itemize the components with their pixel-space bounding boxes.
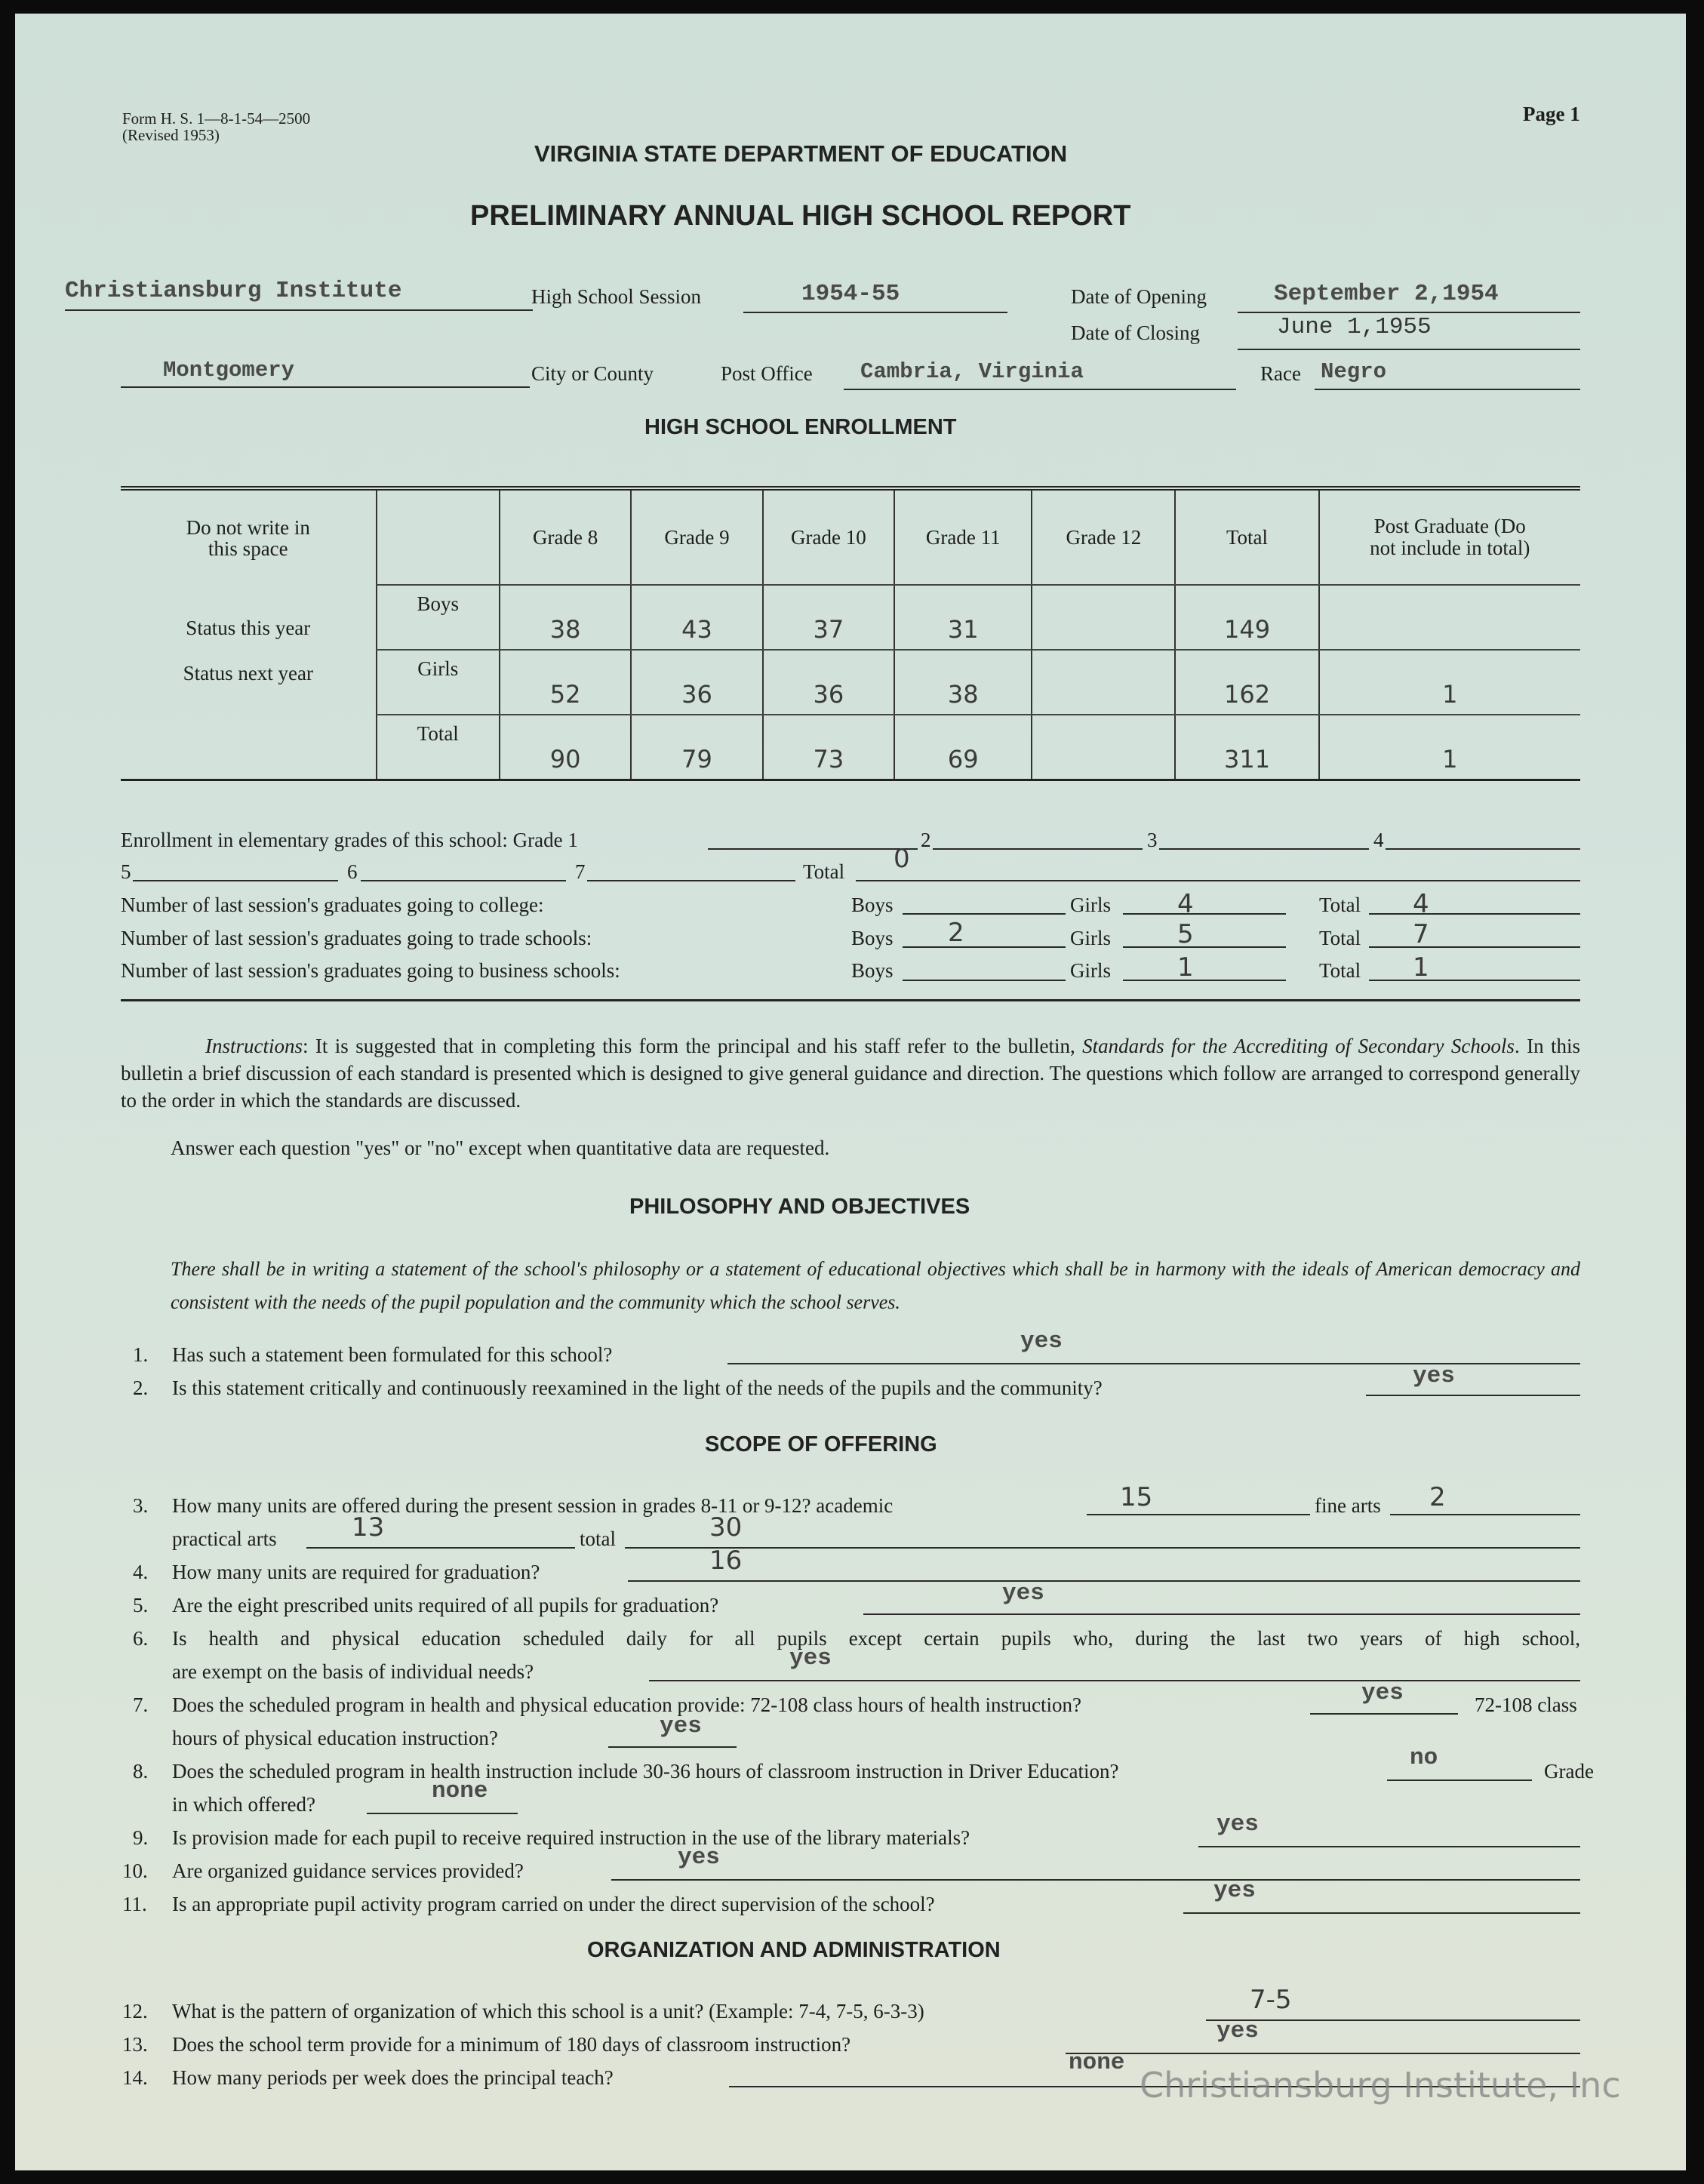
philosophy-statement: There shall be in writing a statement of the school's philosophy or a statement of educational objectives which shall be in harmony with the ideals of American democracy and consistent with the needs of the pupil population and the community which the school serves. <box>171 1258 1580 1313</box>
boys-post-graduate[interactable] <box>1319 585 1580 650</box>
q1-text: Has such a statement been formulated for this school? <box>172 1343 613 1366</box>
q12-answer[interactable]: 7-5 <box>1250 1985 1292 2015</box>
boys-grade-8[interactable]: 38 <box>500 585 631 650</box>
girls-grade-8[interactable]: 52 <box>500 650 631 715</box>
department-title: VIRGINIA STATE DEPARTMENT OF EDUCATION <box>534 140 1068 167</box>
q8-answer-2[interactable]: none <box>432 1778 488 1804</box>
elementary-grade-6-label: 6 <box>347 860 358 883</box>
elementary-label: Enrollment in elementary grades of this school: Grade 1 <box>121 829 578 851</box>
q4-answer[interactable]: 16 <box>709 1546 743 1576</box>
col-grade-10: Grade 10 <box>763 488 894 585</box>
scope-title: SCOPE OF OFFERING <box>705 1432 937 1457</box>
q3-text: How many units are offered during the present session in grades 8-11 or 9-12? academic <box>172 1494 894 1517</box>
q2-text: Is this statement critically and continuously reexamined in the light of the needs of the pupils and the community? <box>172 1377 1103 1399</box>
q4-number: 4. <box>133 1561 149 1583</box>
bulletin-title: Standards for the Accrediting of Secondary Schools <box>1082 1035 1515 1057</box>
instructions-text-2: . In this bulletin a brief discussion of each standard is presented which is designed to give general guidance and direction. The questions which follow are arranged to correspond generally to the order in which the standards are discussed. <box>121 1035 1580 1112</box>
closing-label: Date of Closing <box>1071 321 1200 344</box>
row-label-girls: Girls <box>377 650 500 715</box>
q13-number: 13. <box>122 2033 148 2056</box>
watermark-text: Christiansburg Institute, Inc <box>1140 2065 1621 2106</box>
school-name-value[interactable]: Christiansburg Institute <box>65 278 402 304</box>
post-office-label: Post Office <box>721 362 813 385</box>
col-grade-12: Grade 12 <box>1032 488 1175 585</box>
elementary-total-value[interactable]: 0 <box>894 844 910 874</box>
q10-text: Are organized guidance services provided? <box>172 1859 524 1882</box>
girls-grade-11[interactable]: 38 <box>894 650 1032 715</box>
table-row-boys <box>121 585 1580 650</box>
blank-status-cell <box>121 715 377 780</box>
q10-number: 10. <box>122 1859 148 1882</box>
grads-trade-total-label: Total <box>1319 927 1361 949</box>
girls-total[interactable]: 162 <box>1175 650 1318 715</box>
q7-text-2: hours of physical education instruction? <box>172 1727 498 1749</box>
q9-text: Is provision made for each pupil to receive required instruction in the use of the library materials? <box>172 1826 970 1849</box>
col-post-graduate: Post Graduate (Do not include in total) <box>1319 488 1580 585</box>
boys-total[interactable]: 149 <box>1175 585 1318 650</box>
q5-text: Are the eight prescribed units required of all pupils for graduation? <box>172 1594 719 1616</box>
elementary-grade-5-label: 5 <box>121 860 131 883</box>
q6-number: 6. <box>133 1627 149 1650</box>
boys-grade-9[interactable]: 43 <box>631 585 762 650</box>
total-grade-10[interactable]: 73 <box>763 715 894 780</box>
row-label-boys: Boys <box>377 585 500 650</box>
grads-college-girls-value[interactable]: 4 <box>1177 889 1194 919</box>
closing-value[interactable]: June 1,1955 <box>1277 314 1432 340</box>
grads-business-label: Number of last session's graduates going to business schools: <box>121 959 620 982</box>
q2-answer[interactable]: yes <box>1413 1363 1455 1389</box>
grads-trade-girls-label: Girls <box>1070 927 1111 949</box>
elementary-grade-3-label: 3 <box>1147 829 1158 851</box>
q12-number: 12. <box>122 2000 148 2023</box>
session-value[interactable]: 1954-55 <box>801 281 900 307</box>
q7-number: 7. <box>133 1693 149 1716</box>
grads-college-total-label: Total <box>1319 894 1361 916</box>
q14-number: 14. <box>122 2066 148 2089</box>
form-number: Form H. S. 1—8-1-54—2500 <box>122 109 311 128</box>
elementary-grade-7-label: 7 <box>575 860 586 883</box>
total-grade-11[interactable]: 69 <box>894 715 1032 780</box>
col-grade-8: Grade 8 <box>500 488 631 585</box>
q7-answer-2[interactable]: yes <box>660 1713 702 1740</box>
total-grade-9[interactable]: 79 <box>631 715 762 780</box>
q12-text: What is the pattern of organization of which this school is a unit? (Example: 7-4, 7-5, 6-3-3) <box>172 2000 924 2023</box>
grads-business-total-label: Total <box>1319 959 1361 982</box>
q14-text: How many periods per week does the principal teach? <box>172 2066 614 2089</box>
q8-number: 8. <box>133 1760 149 1783</box>
enrollment-table <box>121 486 1580 781</box>
q11-number: 11. <box>122 1893 147 1915</box>
q13-text: Does the school term provide for a minimum of 180 days of classroom instruction? <box>172 2033 851 2056</box>
girls-grade-10[interactable]: 36 <box>763 650 894 715</box>
race-value[interactable]: Negro <box>1321 359 1387 384</box>
form-page <box>15 14 1686 2170</box>
col-grade-9: Grade 9 <box>631 488 762 585</box>
boys-grade-10[interactable]: 37 <box>763 585 894 650</box>
post-office-value[interactable]: Cambria, Virginia <box>860 359 1084 384</box>
q6-text-1: Is health and physical education scheduled daily for all pupils except certain pupils who, during the last two years of high school, <box>172 1627 1580 1650</box>
status-this-year: Status this year <box>186 617 311 639</box>
q8-answer-1[interactable]: no <box>1410 1745 1438 1771</box>
opening-label: Date of Opening <box>1071 285 1207 308</box>
grads-business-total-value[interactable]: 1 <box>1413 952 1429 983</box>
instructions-paragraph <box>121 1032 1580 1114</box>
q6-text-2: are exempt on the basis of individual needs? <box>172 1660 534 1683</box>
grads-trade-boys-label: Boys <box>851 927 894 949</box>
grads-trade-label: Number of last session's graduates going to trade schools: <box>121 927 592 949</box>
opening-value[interactable]: September 2,1954 <box>1274 281 1499 307</box>
q8-text-2: in which offered? <box>172 1793 315 1816</box>
boys-grade-12[interactable] <box>1032 585 1175 650</box>
answer-note: Answer each question "yes" or "no" except when quantitative data are requested. <box>171 1137 830 1159</box>
table-header-row <box>121 488 1580 585</box>
q3-total-value[interactable]: 30 <box>709 1512 743 1543</box>
girls-post-graduate[interactable]: 1 <box>1319 650 1580 715</box>
total-post-graduate[interactable]: 1 <box>1319 715 1580 780</box>
q5-number: 5. <box>133 1594 149 1616</box>
q10-answer[interactable]: yes <box>678 1844 720 1871</box>
total-grade-8[interactable]: 90 <box>500 715 631 780</box>
instructions-text-1: : It is suggested that in completing this form the principal and his staff refer to the bulletin, <box>303 1035 1083 1057</box>
grads-business-boys-label: Boys <box>851 959 894 982</box>
q1-answer[interactable]: yes <box>1020 1328 1063 1355</box>
col-total: Total <box>1175 488 1318 585</box>
q3-academic-value[interactable]: 15 <box>1120 1482 1153 1512</box>
philosophy-title: PHILOSOPHY AND OBJECTIVES <box>629 1195 970 1219</box>
grads-college-girls-label: Girls <box>1070 894 1111 916</box>
q7-text-1b: 72-108 class <box>1475 1693 1577 1716</box>
instructions-lead: Instructions <box>205 1035 303 1057</box>
elementary-grade-2-label: 2 <box>921 829 931 851</box>
session-label: High School Session <box>531 285 702 308</box>
q4-text: How many units are required for graduation? <box>172 1561 540 1583</box>
elementary-grade-4-label: 4 <box>1373 829 1384 851</box>
q6-answer[interactable]: yes <box>789 1645 832 1672</box>
q8-text-1: Does the scheduled program in health instruction include 30-36 hours of classroom instruction in Driver Education? <box>172 1760 1119 1783</box>
grads-college-boys-label: Boys <box>851 894 894 916</box>
total-grade-12[interactable] <box>1032 715 1175 780</box>
grads-trade-total-value[interactable]: 7 <box>1413 919 1429 949</box>
race-label: Race <box>1260 362 1301 385</box>
grads-trade-boys-value[interactable]: 2 <box>948 918 964 948</box>
q7-text-1: Does the scheduled program in health and physical education provide: 72-108 class hours of health instruction? <box>172 1693 1081 1716</box>
blank-header-cell <box>377 488 500 585</box>
q11-text: Is an appropriate pupil activity program carried on under the direct supervision of the school? <box>172 1893 935 1915</box>
table-row-girls <box>121 650 1580 715</box>
grads-business-girls-value[interactable]: 1 <box>1177 952 1194 983</box>
county-label: City or County <box>531 362 654 385</box>
grads-trade-girls-value[interactable]: 5 <box>1177 919 1194 949</box>
organization-title: ORGANIZATION AND ADMINISTRATION <box>587 1938 1001 1962</box>
status-next-year: Status next year <box>183 662 314 684</box>
report-title: PRELIMINARY ANNUAL HIGH SCHOOL REPORT <box>470 200 1131 232</box>
table-row-total <box>121 715 1580 780</box>
q3-number: 3. <box>133 1494 149 1517</box>
county-value[interactable]: Montgomery <box>163 358 295 383</box>
q9-number: 9. <box>133 1826 149 1849</box>
col-grade-11: Grade 11 <box>894 488 1032 585</box>
q11-answer[interactable]: yes <box>1213 1878 1256 1904</box>
q3-practical-value[interactable]: 13 <box>352 1512 385 1543</box>
q8-text-1b: Grade <box>1544 1760 1594 1783</box>
q2-number: 2. <box>133 1377 149 1399</box>
grads-business-girls-label: Girls <box>1070 959 1111 982</box>
q7-answer-1[interactable]: yes <box>1361 1680 1404 1706</box>
q13-answer[interactable]: yes <box>1216 2018 1259 2044</box>
boys-grade-11[interactable]: 31 <box>894 585 1032 650</box>
q1-number: 1. <box>133 1343 149 1366</box>
elementary-total-label: Total <box>803 860 845 883</box>
girls-grade-9[interactable]: 36 <box>631 650 762 715</box>
q3-practical-label: practical arts <box>172 1527 277 1550</box>
girls-grade-12[interactable] <box>1032 650 1175 715</box>
grads-college-total-value[interactable]: 4 <box>1413 889 1429 919</box>
do-not-write-cell: Do not write in this space <box>186 515 310 560</box>
q9-answer[interactable]: yes <box>1216 1811 1259 1838</box>
q3-fine-arts-value[interactable]: 2 <box>1429 1482 1446 1512</box>
q3-total-label: total <box>580 1527 616 1550</box>
q5-answer[interactable]: yes <box>1002 1580 1044 1607</box>
grads-college-label: Number of last session's graduates going to college: <box>121 894 544 916</box>
row-label-total: Total <box>377 715 500 780</box>
revised-note: (Revised 1953) <box>122 126 220 144</box>
enrollment-title: HIGH SCHOOL ENROLLMENT <box>644 415 957 439</box>
page-number: Page 1 <box>1523 103 1580 125</box>
q14-answer[interactable]: none <box>1069 2050 1125 2076</box>
q3-fine-arts-label: fine arts <box>1315 1494 1381 1517</box>
total-total[interactable]: 311 <box>1175 715 1318 780</box>
